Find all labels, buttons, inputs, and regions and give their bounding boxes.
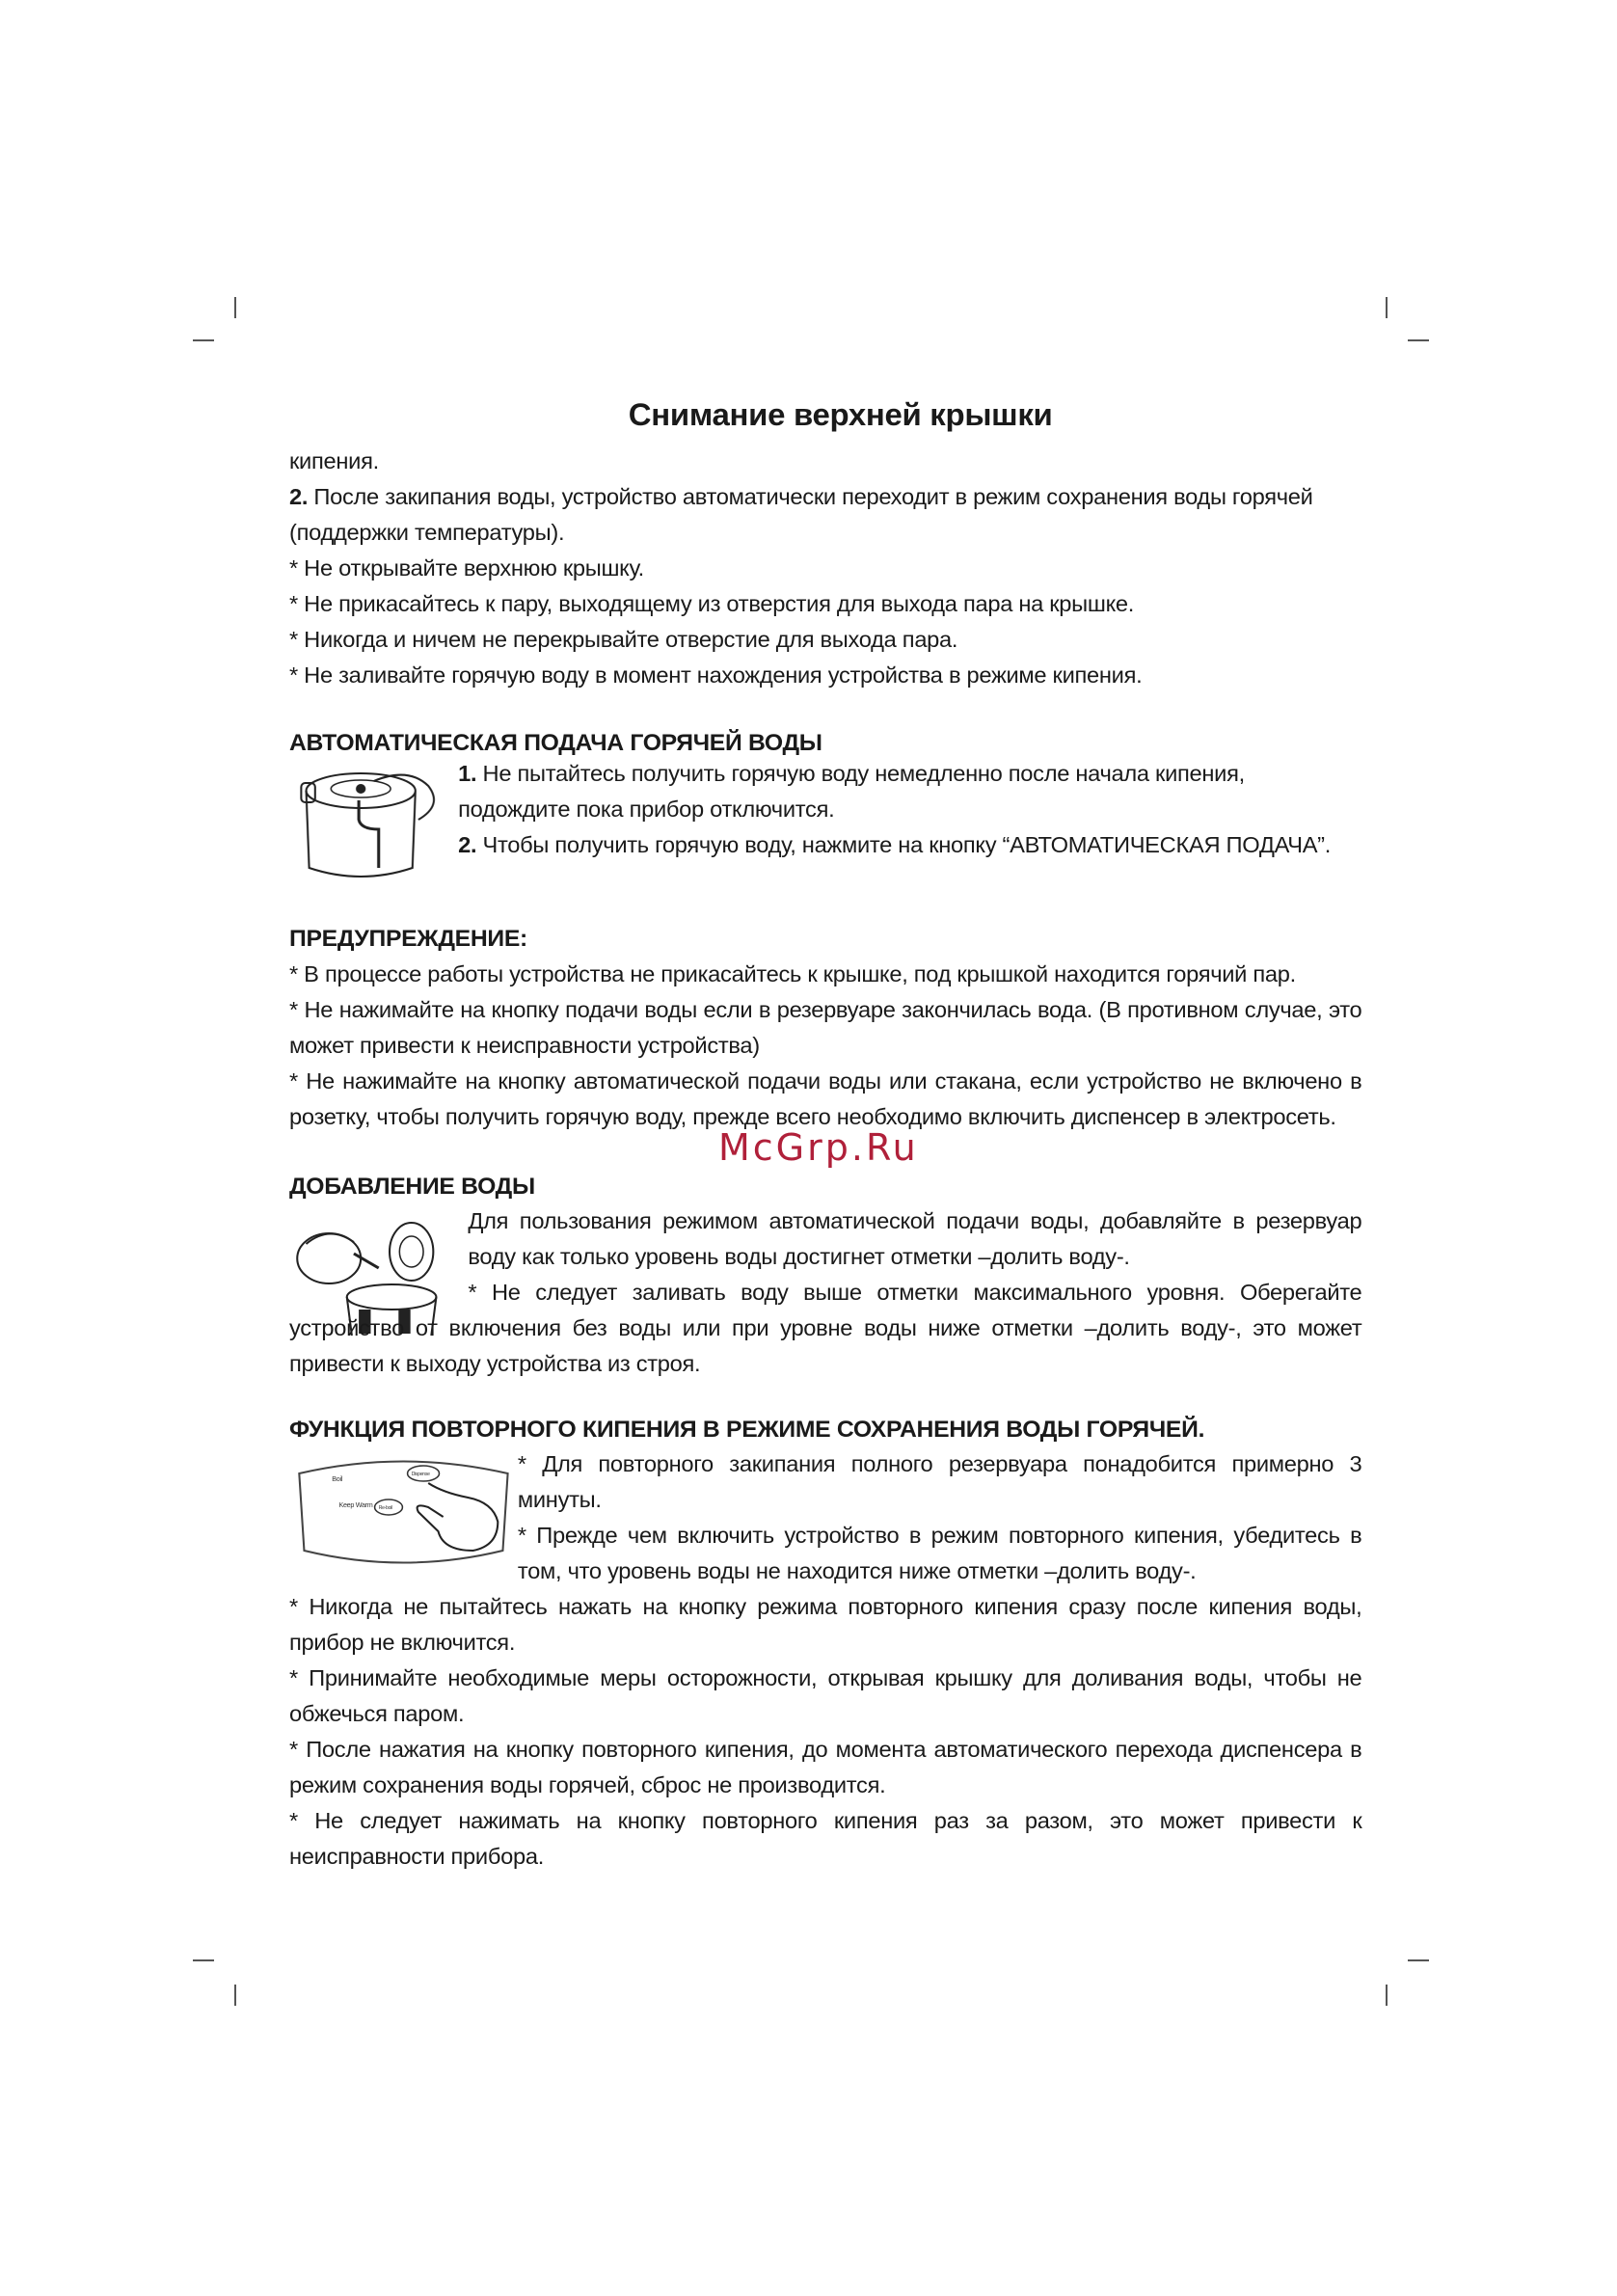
intro-item2-number: 2.	[289, 484, 309, 509]
thermopot-top-illustration	[299, 762, 448, 887]
auto-supply-item1-number: 1.	[458, 761, 477, 786]
warning-item-3: * Не нажимайте на кнопку автоматической подачи воды или стакана, если устройство не включено в розетку, чтобы получить горячую воду, прежде всего необходимо включить диспенсер в электросеть.	[289, 1068, 1362, 1129]
crop-mark-bottom-right-h	[1408, 1959, 1429, 1961]
crop-mark-bottom-left-v	[234, 1985, 236, 2006]
reboil-item-1: * Никогда не пытайтесь нажать на кнопку режима повторного кипения сразу после кипения воды, прибор не включится.	[289, 1594, 1362, 1655]
reboil-item-3: * После нажатия на кнопку повторного кипения, до момента автоматического перехода диспенсера в режим сохранения воды горячей, сброс не производится.	[289, 1737, 1362, 1797]
crop-mark-top-right-h	[1408, 339, 1429, 341]
reboil-heading: ФУНКЦИЯ ПОВТОРНОГО КИПЕНИЯ В РЕЖИМЕ СОХРАНЕНИЯ ВОДЫ ГОРЯЧЕЙ.	[289, 1417, 1205, 1443]
crop-mark-top-right-v	[1386, 297, 1388, 318]
warning-heading: ПРЕДУПРЕЖДЕНИЕ:	[289, 926, 527, 952]
add-water-text-1: Для пользования режимом автоматической подачи воды, добавляйте в резервуар воду как только уровень воды достигнет отметки –долить воду-.	[468, 1208, 1362, 1269]
panel-label-keep-warm: Keep Warm	[338, 1501, 373, 1509]
auto-supply-item1	[458, 756, 1361, 827]
auto-supply-item2-number: 2.	[458, 832, 477, 857]
warning-item-1: * В процессе работы устройства не прикасайтесь к крышке, под крышкой находится горячий пар.	[289, 961, 1296, 986]
auto-supply-item2-text: Чтобы получить горячую воду, нажмите на кнопку “АВТОМАТИЧЕСКАЯ ПОДАЧА”.	[476, 832, 1332, 857]
auto-supply-item1-text: Не пытайтесь получить горячую воду немедленно после начала кипения, подождите пока прибор отключится.	[458, 761, 1245, 822]
reboil-item-4: * Не следует нажимать на кнопку повторного кипения раз за разом, это может привести к неисправности прибора.	[289, 1808, 1362, 1869]
intro-line1: кипения.	[289, 448, 379, 473]
intro-note-4: * Не заливайте горячую воду в момент нахождения устройства в режиме кипения.	[289, 662, 1143, 688]
panel-label-reboil: Re-boil	[378, 1505, 392, 1511]
crop-mark-top-left-h	[193, 339, 214, 341]
add-water-text-2	[289, 1275, 1361, 1382]
intro-item2-text: После закипания воды, устройство автоматически переходит в режим сохранения воды горячей (поддержки температуры).	[289, 484, 1313, 545]
intro-note-2: * Не прикасайтесь к пару, выходящему из отверстия для выхода пара на крышке.	[289, 591, 1135, 616]
watermark: McGrp.Ru	[718, 1126, 919, 1169]
panel-label-dispense: Dispense	[411, 1472, 430, 1477]
crop-mark-bottom-right-v	[1386, 1985, 1388, 2006]
crop-mark-bottom-left-h	[193, 1959, 214, 1961]
crop-mark-top-left-v	[234, 297, 236, 318]
control-panel-illustration	[294, 1454, 513, 1570]
intro-note-1: * Не открывайте верхнюю крышку.	[289, 555, 644, 581]
auto-supply-heading: АВТОМАТИЧЕСКАЯ ПОДАЧА ГОРЯЧЕЙ ВОДЫ	[289, 730, 822, 756]
reboil-item-2: * Принимайте необходимые меры осторожности, открывая крышку для доливания воды, чтобы не обжечься паром.	[289, 1665, 1362, 1726]
reboil-text-1: * Для повторного закипания полного резервуара понадобится примерно 3 минуты.	[517, 1451, 1362, 1512]
add-water-text-2-content: * Не следует заливать воду выше отметки максимального уровня. Оберегайте устройство от включения без воды или при уровне воды ниже отметки –долить воду-, это может привести к выходу устройства из строя.	[289, 1280, 1362, 1376]
page-title: Снимание верхней крышки	[628, 397, 1053, 432]
panel-label-boil: Boil	[332, 1475, 343, 1483]
reboil-text-2: * Прежде чем включить устройство в режим повторного кипения, убедитесь в том, что уровень воды не находится ниже отметки –долить воду-.	[517, 1523, 1362, 1583]
warning-item-2: * Не нажимайте на кнопку подачи воды если в резервуаре закончилась вода. (В противном случае, это может привести к неисправности устройства)	[289, 997, 1362, 1058]
intro-item2	[289, 479, 1361, 551]
intro-note-3: * Никогда и ничем не перекрывайте отверстие для выхода пара.	[289, 627, 958, 652]
add-water-heading: ДОБАВЛЕНИЕ ВОДЫ	[289, 1174, 535, 1200]
auto-supply-item2	[458, 827, 1361, 863]
